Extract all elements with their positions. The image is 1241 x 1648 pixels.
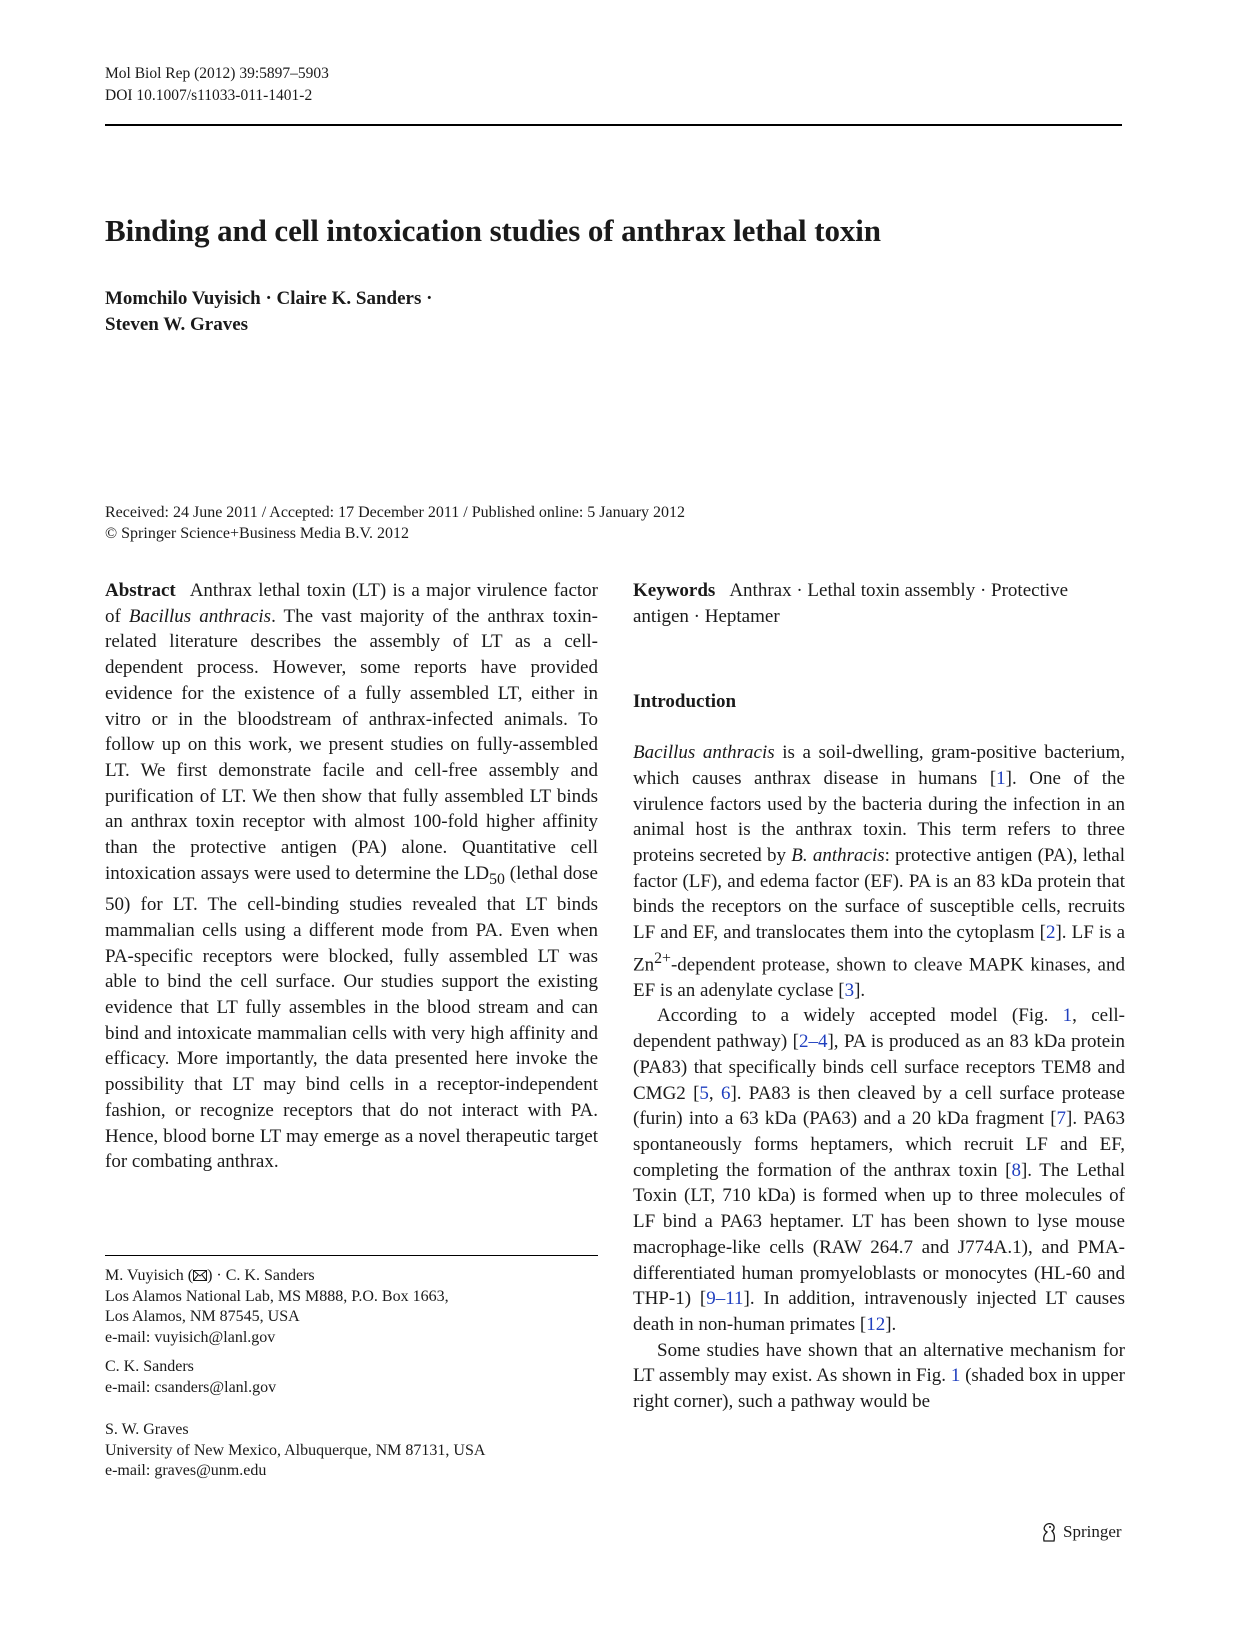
ref-link[interactable]: 2	[1045, 922, 1056, 944]
publisher-name: Springer	[1063, 1522, 1122, 1541]
abstract-species: Bacillus anthracis	[128, 605, 272, 627]
publisher-logo	[1040, 1522, 1122, 1542]
abstract-text-2: . The vast majority of the anthrax toxin-related literature describes the assembly of LT as a cell-dependent process. However, some reports have provided evidence for the existence of a fully assembled LT, either in vitro or in the bloodstream of anthrax-infected animals. To follow up on this work, we present studies on fully-assembled LT. We first demonstrate facile and cell-free assembly and purification of LT. We then show that fully assembled LT binds an anthrax toxin receptor with almost 100-fold higher affinity than the protective antigen (PA) alone. Quantitative cell intoxication assays were used to determine the LD	[105, 605, 598, 884]
email-link-graves[interactable]: e-mail: graves@unm.edu	[105, 1462, 267, 1479]
email-link-sanders[interactable]: e-mail: csanders@lanl.gov	[105, 1378, 277, 1396]
authors-line-2: Steven W. Graves	[105, 314, 249, 335]
ref-link[interactable]: 5	[699, 1082, 709, 1104]
publication-dates	[105, 502, 685, 544]
affiliation-2: C. K. Sanders e-mail: csanders@lanl.gov	[105, 1357, 598, 1398]
dates-line: Received: 24 June 2011 / Accepted: 17 December 2011 / Published online: 5 January 2012	[105, 504, 686, 521]
journal-doi: DOI 10.1007/s11033-011-1401-2	[105, 87, 313, 104]
abstract	[105, 578, 598, 1175]
footnote-rule	[105, 1255, 598, 1256]
intro-paragraph-3: Some studies have shown that an alternative mechanism for LT assembly may exist. As shown in Fig. 1 (shaded box in upper right corner), such a pathway would be	[633, 1339, 1125, 1413]
ref-link[interactable]: 3	[844, 979, 855, 1001]
journal-header	[105, 63, 329, 107]
author-list	[105, 286, 432, 338]
ref-link[interactable]: 6	[720, 1082, 731, 1104]
copyright-line: © Springer Science+Business Media B.V. 2012	[105, 525, 409, 542]
abstract-label: Abstract	[105, 580, 176, 601]
figure-link[interactable]: 1	[950, 1365, 961, 1387]
authors-line-1: Momchilo Vuyisich · Claire K. Sanders ·	[105, 288, 433, 309]
intro-paragraph-1: Bacillus anthracis is a soil-dwelling, gram-positive bacterium, which causes anthrax disease in humans [1]. One of the virulence factors used by the bacteria during the infection in an animal host is the anthrax toxin. This term refers to three proteins secreted by B. anthracis: protective antigen (PA), lethal factor (LF), and edema factor (EF). PA is an 83 kDa protein that binds the receptors on the surface of susceptible cells, recruits LF and EF, and translocates them into the cytoplasm [2]. LF is a $Zn^{2+}$-dependent protease, shown to cleave MAPK kinases, and EF is an adenylate cyclase [3].	[633, 742, 1126, 1001]
ref-link[interactable]: 8	[1011, 1159, 1021, 1181]
intro-paragraph-2: According to a widely accepted model (Fig. 1, cell-dependent pathway) [2–4], PA is produced as an 83 kDa protein (PA83) that specifically binds cell surface receptors TEM8 and CMG2 [5, 6]. PA83 is then cleaved by a cell surface protease (furin) into a 63 kDa (PA63) and a 20 kDa fragment [7]. PA63 spontaneously forms heptamers, which recruit LF and EF, completing the formation of the anthrax toxin [8]. The Lethal Toxin (LT, 710 kDa) is formed when up to three molecules of LF bind a PA63 heptamer. LT has been shown to lyse mouse macrophage-like cells (RAW 264.7 and J774A.1), and PMA-differentiated human promyeloblasts or monocytes (HL-60 and THP-1) [9–11]. In addition, intravenously injected LT causes death in non-human primates [12].	[633, 1005, 1126, 1335]
email-link-vuyisich[interactable]: e-mail: vuyisich@lanl.gov	[105, 1328, 276, 1346]
ref-link[interactable]: 12	[866, 1313, 886, 1335]
journal-citation: Mol Biol Rep (2012) 39:5897–5903	[105, 65, 329, 82]
abstract-text-3: (lethal dose 50) for LT. The cell-binding studies revealed that LT binds mammalian cells using a different mode from PA. Even when PA-specific receptors were blocked, fully assembled LT was able to bind the cell surface. Our studies support the existing evidence that LT fully assembles in the blood stream and can bind and intoxicate mammalian cells with very high affinity and efficacy. More importantly, the data presented here invoke the possibility that LT may bind cells in a receptor-independent fashion, or recognize receptors that do not interact with PA. Hence, blood borne LT may emerge as a novel therapeutic target for combating anthrax.	[105, 862, 598, 1173]
springer-horse-icon	[1040, 1522, 1058, 1542]
ref-link[interactable]: 9–11	[706, 1288, 744, 1310]
header-rule	[105, 124, 1122, 126]
ref-link[interactable]: 7	[1056, 1108, 1067, 1130]
abstract-text-1: Anthrax lethal toxin (LT) is a major virulence factor of	[105, 580, 598, 627]
section-heading-introduction: Introduction	[633, 691, 737, 713]
right-column	[633, 578, 1125, 1415]
article-title: Binding and cell intoxication studies of anthrax lethal toxin	[105, 213, 881, 248]
affiliation-3: S. W. Graves University of New Mexico, Albuquerque, NM 87131, USA e-mail: graves@unm.edu	[105, 1420, 598, 1482]
envelope-icon	[193, 1270, 207, 1281]
abstract-subscript: 50	[489, 870, 505, 888]
ref-link[interactable]: 2–4	[798, 1031, 828, 1053]
ref-link[interactable]: 1	[996, 767, 1006, 789]
affiliation-1: M. Vuyisich ( ) · C. K. Sanders Los Alamos National Lab, MS M888, P.O. Box 1663, Los Alamos, NM 87545, USA e-mail: vuyisich@lanl.gov	[105, 1266, 598, 1348]
keywords: Keywords Anthrax · Lethal toxin assembly · Protective antigen · Heptamer	[633, 580, 1069, 627]
figure-link[interactable]: 1	[1062, 1005, 1073, 1027]
